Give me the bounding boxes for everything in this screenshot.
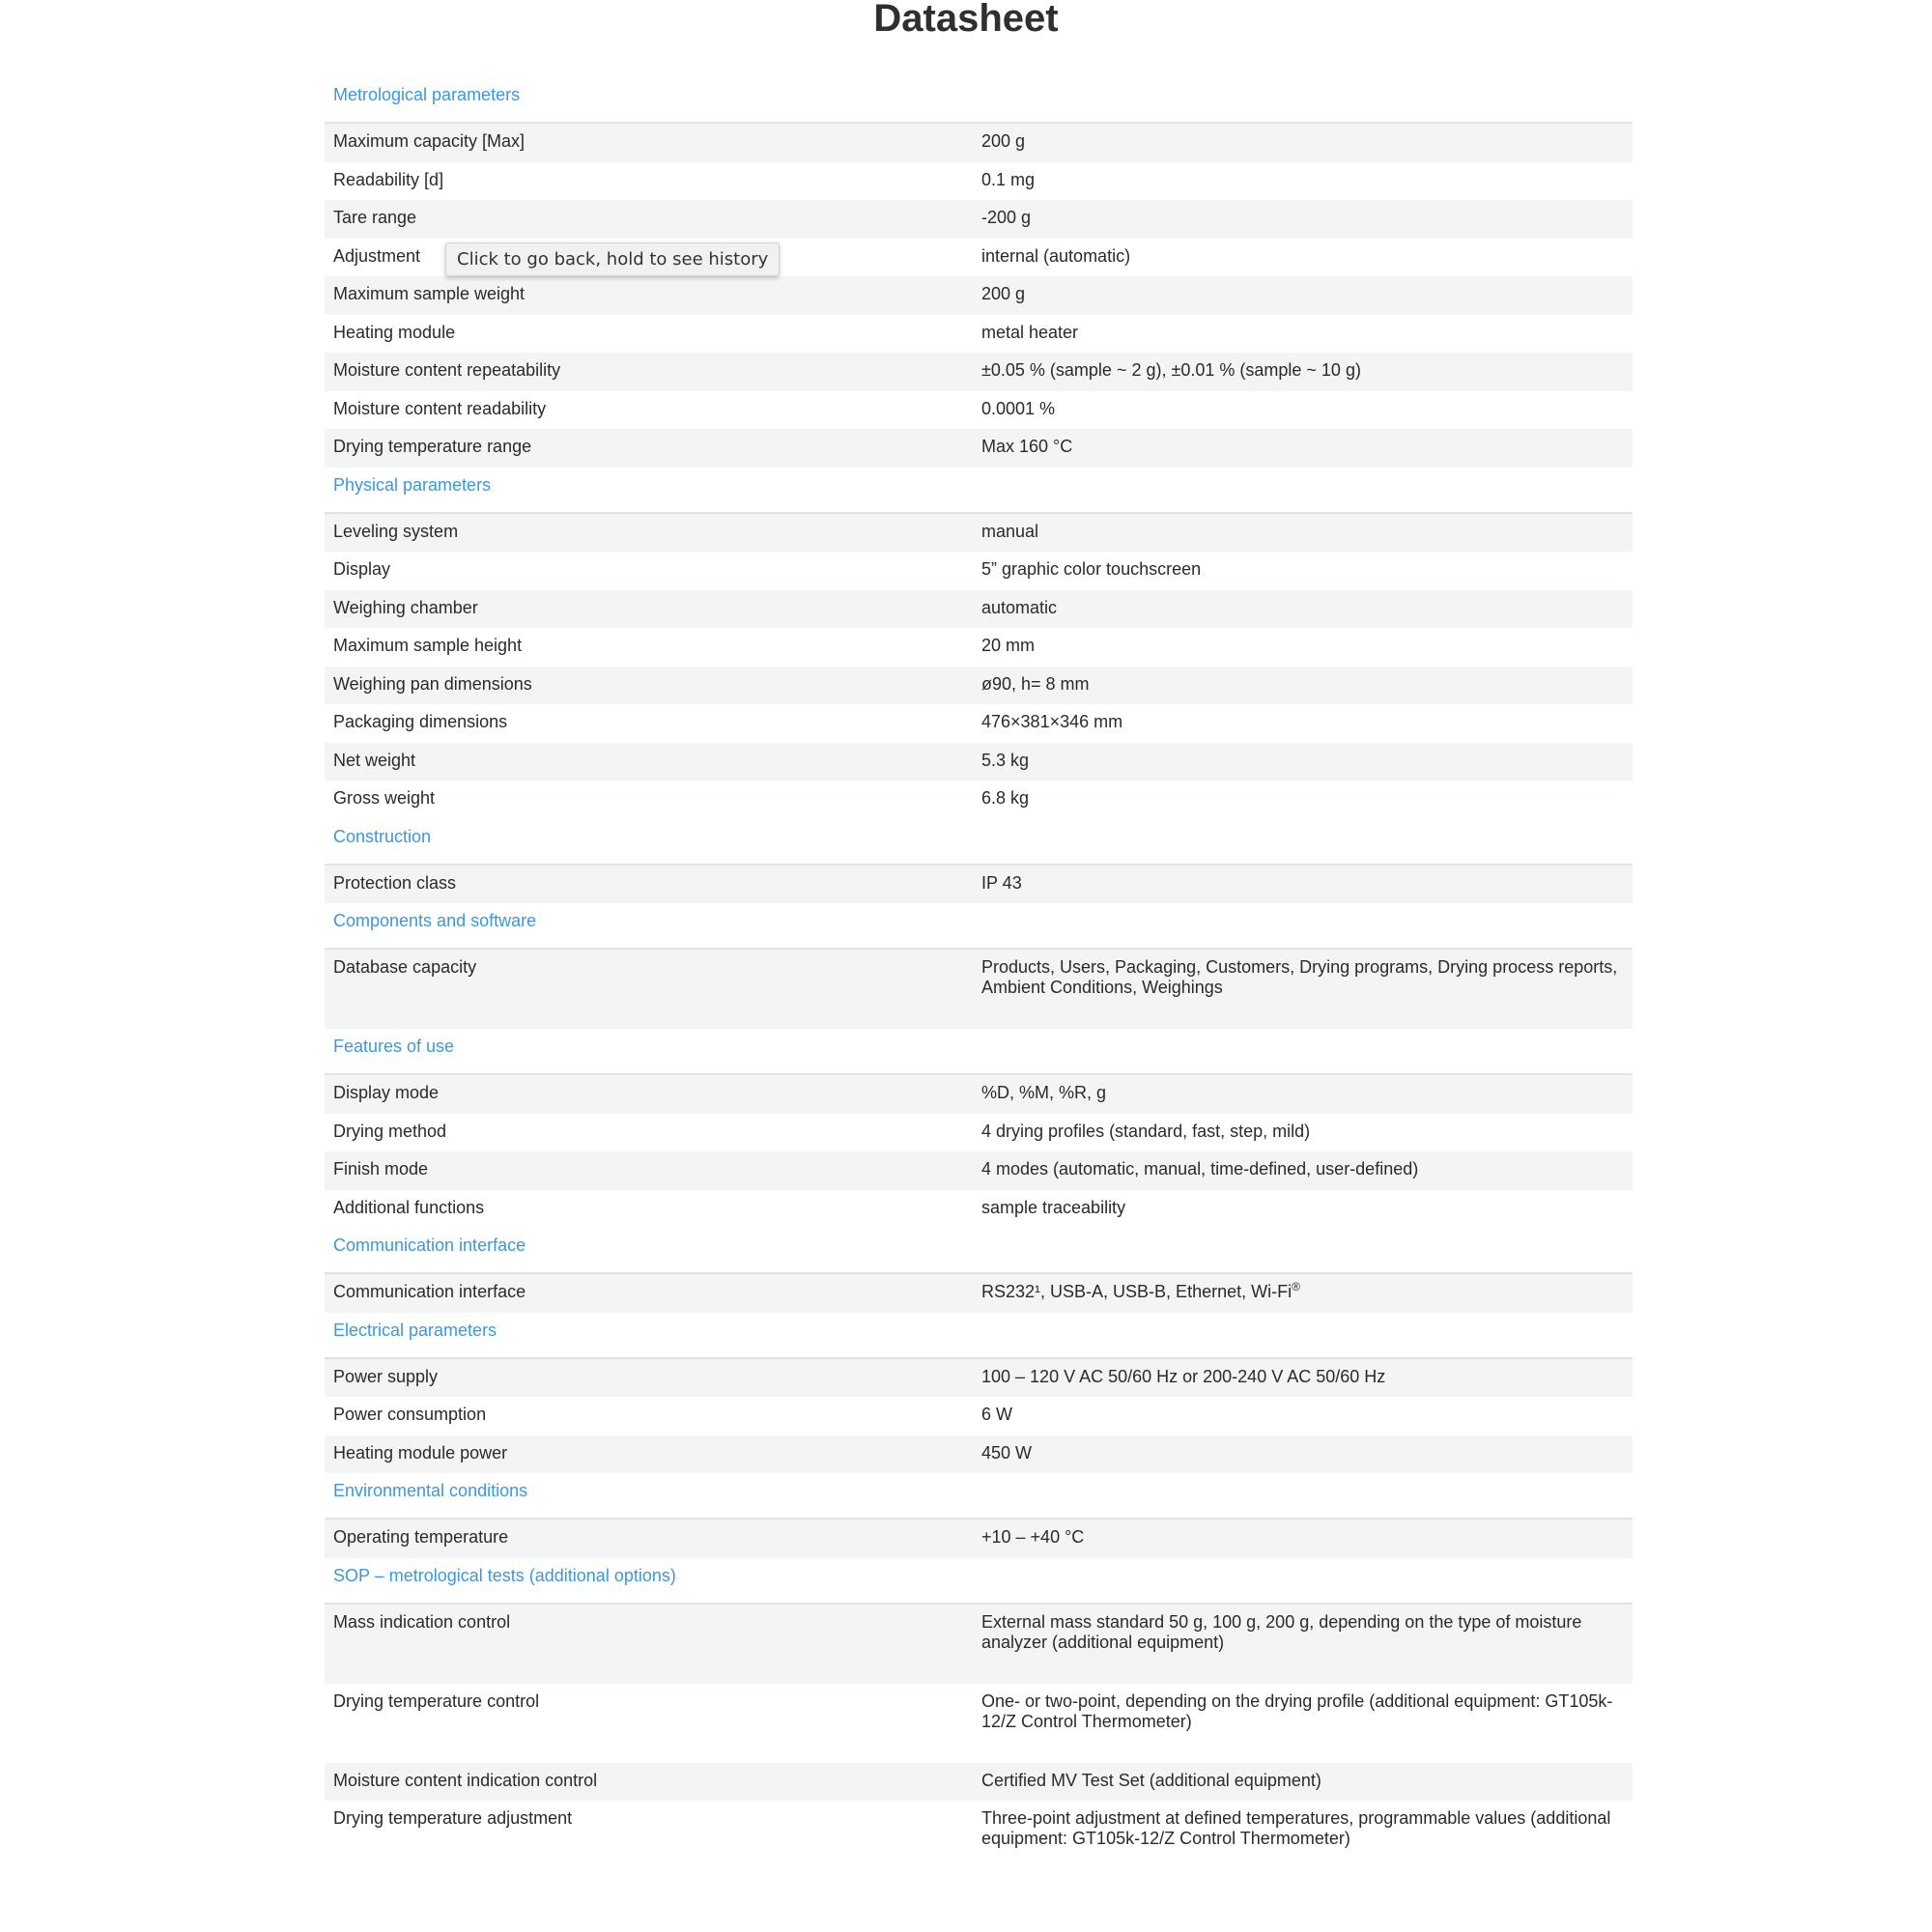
spec-value-text: 450 W: [981, 1442, 1033, 1463]
spec-row: [325, 391, 1633, 430]
section-heading: Physical parameters: [325, 468, 1633, 514]
spec-label: Finish mode: [333, 1159, 429, 1179]
spec-label: Drying temperature control: [333, 1690, 540, 1711]
spec-value-text: 4 drying profiles (standard, fast, step, mild): [981, 1121, 1311, 1141]
spec-row: [325, 124, 1633, 162]
spec-value: [981, 781, 1633, 819]
spec-row: [325, 866, 1633, 904]
spec-row: [325, 667, 1633, 705]
section-heading: Features of use: [325, 1029, 1633, 1075]
spec-row: [325, 1114, 1633, 1152]
spec-value: [981, 590, 1633, 629]
spec-row: [325, 276, 1633, 315]
spec-label: Heating module: [333, 322, 456, 342]
spec-value-text: %D, %M, %R, g: [981, 1083, 1107, 1102]
spec-label: Additional functions: [333, 1197, 485, 1217]
section-heading: Communication interface: [325, 1228, 1633, 1274]
spec-value: [981, 1605, 1633, 1684]
spec-label: Mass indication control: [333, 1611, 511, 1632]
spec-value: [981, 1801, 1633, 1880]
spec-value-text: External mass standard 50 g, 100 g, 200 g, depending on the type of moisture analyzer (additional equipment): [981, 1611, 1582, 1652]
spec-label: Database capacity: [333, 957, 477, 977]
spec-value-text: 5” graphic color touchscreen: [981, 559, 1202, 579]
spec-label: Operating temperature: [333, 1527, 509, 1547]
section-heading: Components and software: [325, 903, 1633, 950]
spec-label: Heating module power: [333, 1442, 508, 1463]
spec-value: [981, 628, 1633, 667]
spec-row: [325, 704, 1633, 743]
spec-label: Moisture content repeatability: [333, 360, 561, 380]
spec-value-text: sample traceability: [981, 1197, 1126, 1217]
spec-label: Drying temperature adjustment: [333, 1808, 573, 1828]
spec-row: [325, 590, 1633, 629]
spec-value: [981, 514, 1633, 553]
spec-value-text: IP 43: [981, 872, 1022, 893]
page-title: Datasheet: [873, 0, 1059, 40]
registered-mark: ®: [1292, 1280, 1300, 1293]
spec-value-text: 6.8 kg: [981, 788, 1030, 808]
spec-value: [981, 1763, 1633, 1802]
spec-value: [981, 1359, 1633, 1398]
spec-label: Communication interface: [333, 1282, 526, 1301]
spec-row: [325, 950, 1633, 1029]
spec-label: Protection class: [333, 872, 457, 893]
spec-value-text: -200 g: [981, 208, 1032, 227]
spec-value: [981, 950, 1633, 1029]
spec-value-text: 200 g: [981, 284, 1026, 303]
spec-row: [325, 1359, 1633, 1398]
spec-label: Power supply: [333, 1366, 439, 1386]
spec-value-text: 4 modes (automatic, manual, time-defined, user-defined): [981, 1159, 1419, 1179]
spec-label: Net weight: [333, 750, 416, 770]
spec-value-text: automatic: [981, 597, 1058, 617]
section-heading: Metrological parameters: [325, 77, 1633, 124]
spec-value: [981, 1397, 1633, 1435]
spec-value-text: metal heater: [981, 322, 1079, 342]
spec-value: [981, 1151, 1633, 1190]
spec-row: [325, 1075, 1633, 1114]
spec-row: [325, 1605, 1633, 1684]
spec-value: [981, 667, 1633, 705]
spec-value-text: Certified MV Test Set (additional equipment): [981, 1770, 1321, 1790]
spec-value: [981, 743, 1633, 781]
spec-row: [325, 1763, 1633, 1802]
spec-value-text: RS232¹, USB-A, USB-B, Ethernet, Wi-Fi: [981, 1282, 1293, 1301]
spec-value-text: One- or two-point, depending on the drying profile (additional equipment: GT105k-12/Z Control Thermometer): [981, 1690, 1613, 1731]
spec-value-text: Products, Users, Packaging, Customers, Drying programs, Drying process reports, Ambient Conditions, Weighings: [981, 957, 1618, 997]
spec-row: [325, 1274, 1633, 1313]
spec-row: [325, 1520, 1633, 1558]
spec-row: [325, 1397, 1633, 1435]
spec-row: [325, 514, 1633, 553]
spec-label: Moisture content indication control: [333, 1770, 598, 1790]
back-button-tooltip: Click to go back, hold to see history: [445, 242, 780, 276]
spec-label: Packaging dimensions: [333, 712, 508, 731]
spec-row: [325, 781, 1633, 819]
spec-row: [325, 1151, 1633, 1190]
spec-value: [981, 391, 1633, 430]
spec-row: [325, 353, 1633, 391]
spec-label: Maximum sample height: [333, 636, 523, 655]
spec-value: [981, 162, 1633, 201]
spec-label: Tare range: [333, 208, 417, 227]
spec-label: Maximum capacity [Max]: [333, 131, 526, 151]
spec-value: [981, 1075, 1633, 1114]
spec-label: Power consumption: [333, 1405, 487, 1424]
spec-label: Adjustment: [333, 245, 421, 266]
spec-value: [981, 1190, 1633, 1229]
spec-value: [981, 315, 1633, 354]
spec-value-text: ø90, h= 8 mm: [981, 673, 1090, 694]
spec-label: Drying temperature range: [333, 437, 532, 456]
spec-value: [981, 1114, 1633, 1152]
spec-label: Drying method: [333, 1121, 447, 1141]
spec-label: Leveling system: [333, 521, 459, 541]
spec-row: [325, 552, 1633, 590]
spec-value-text: +10 – +40 °C: [981, 1527, 1085, 1547]
spec-value: [981, 1274, 1633, 1313]
spec-value-text: Max 160 °C: [981, 437, 1073, 456]
spec-value-text: 6 W: [981, 1405, 1013, 1424]
spec-value-text: Three-point adjustment at defined temperatures, programmable values (additional equipment: GT105k-12/Z Control Thermometer): [981, 1808, 1611, 1848]
spec-value: [981, 353, 1633, 391]
spec-label: Display mode: [333, 1083, 440, 1102]
spec-value: [981, 276, 1633, 315]
spec-row: [325, 1684, 1633, 1763]
spec-label: Weighing pan dimensions: [333, 673, 532, 694]
spec-value: [981, 239, 1633, 277]
spec-value-text: ±0.05 % (sample ~ 2 g), ±0.01 % (sample ~ 10 g): [981, 360, 1361, 380]
section-heading: Electrical parameters: [325, 1313, 1633, 1359]
spec-row: [325, 200, 1633, 239]
spec-row: [325, 628, 1633, 667]
spec-label: Display: [333, 559, 391, 579]
spec-value: [981, 552, 1633, 590]
spec-row: [325, 1190, 1633, 1229]
spec-value-text: 5.3 kg: [981, 750, 1030, 770]
spec-value: [981, 1520, 1633, 1558]
spec-row: [325, 315, 1633, 354]
spec-label: Maximum sample weight: [333, 284, 526, 303]
spec-label: Readability [d]: [333, 169, 444, 189]
spec-value: [981, 1684, 1633, 1763]
spec-value: [981, 704, 1633, 743]
spec-row: [325, 743, 1633, 781]
spec-value-text: internal (automatic): [981, 245, 1131, 266]
spec-value: [981, 866, 1633, 904]
spec-row: [325, 1801, 1633, 1880]
spec-label: Gross weight: [333, 788, 436, 808]
section-heading: Environmental conditions: [325, 1473, 1633, 1520]
spec-value-text: 476×381×346 mm: [981, 712, 1123, 731]
spec-value: [981, 1435, 1633, 1474]
spec-row: [325, 162, 1633, 201]
section-heading: Construction: [325, 819, 1633, 866]
spec-value-text: 0.0001 %: [981, 398, 1056, 418]
section-heading: SOP – metrological tests (additional options): [325, 1558, 1633, 1605]
spec-value: [981, 124, 1633, 162]
spec-value: [981, 429, 1633, 468]
spec-row: [325, 429, 1633, 468]
spec-row: [325, 1435, 1633, 1474]
spec-value-text: 0.1 mg: [981, 169, 1036, 189]
spec-value-text: 20 mm: [981, 636, 1036, 655]
spec-value: [981, 200, 1633, 239]
spec-value-text: manual: [981, 521, 1039, 541]
spec-label: Moisture content readability: [333, 398, 547, 418]
spec-value-text: 200 g: [981, 131, 1026, 151]
datasheet-table: [325, 77, 1633, 1880]
spec-value-text: 100 – 120 V AC 50/60 Hz or 200-240 V AC 50/60 Hz: [981, 1366, 1386, 1386]
spec-label: Weighing chamber: [333, 597, 478, 617]
